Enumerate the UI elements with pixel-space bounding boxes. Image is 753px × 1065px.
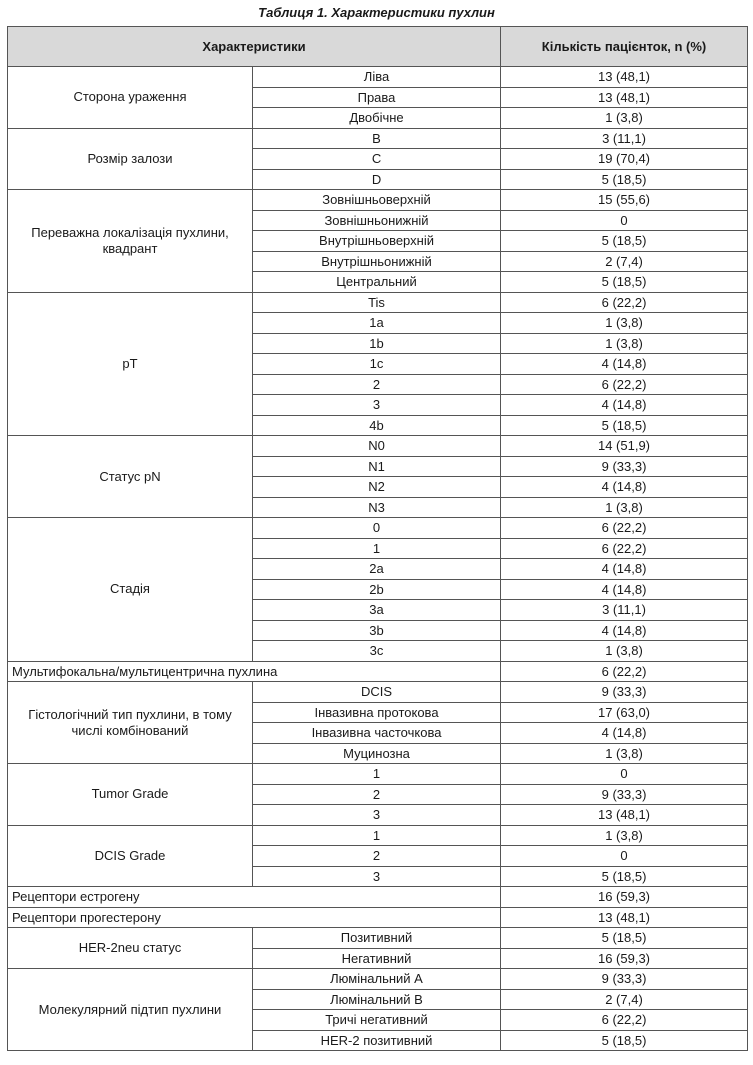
subcategory-label: N1 <box>253 456 501 477</box>
count-value: 0 <box>501 764 748 785</box>
count-value: 6 (22,2) <box>501 292 748 313</box>
subcategory-label: HER-2 позитивний <box>253 1030 501 1051</box>
count-value: 4 (14,8) <box>501 723 748 744</box>
count-value: 0 <box>501 846 748 867</box>
table-row <box>8 764 748 785</box>
count-value: 13 (48,1) <box>501 805 748 826</box>
table-row <box>8 928 748 949</box>
subcategory-label: Внутрішньонижній <box>253 251 501 272</box>
table-row <box>8 682 748 703</box>
table-row <box>8 907 748 928</box>
header-characteristic: Характеристики <box>8 27 501 67</box>
subcategory-label: Інвазивна протокова <box>253 702 501 723</box>
count-value: 2 (7,4) <box>501 251 748 272</box>
count-value: 5 (18,5) <box>501 928 748 949</box>
count-value: 16 (59,3) <box>501 887 748 908</box>
count-value: 5 (18,5) <box>501 231 748 252</box>
subcategory-label: 1c <box>253 354 501 375</box>
group-label: Гістологічний тип пухлини, в тому числі комбінований <box>8 682 253 764</box>
subcategory-label: Внутрішньоверхній <box>253 231 501 252</box>
count-value: 17 (63,0) <box>501 702 748 723</box>
table-row <box>8 825 748 846</box>
count-value: 5 (18,5) <box>501 169 748 190</box>
subcategory-label: N2 <box>253 477 501 498</box>
table-row <box>8 969 748 990</box>
subcategory-label: Центральний <box>253 272 501 293</box>
count-value: 1 (3,8) <box>501 743 748 764</box>
count-value: 6 (22,2) <box>501 661 748 682</box>
subcategory-label: 2b <box>253 579 501 600</box>
subcategory-label: N0 <box>253 436 501 457</box>
count-value: 16 (59,3) <box>501 948 748 969</box>
subcategory-label: Двобічне <box>253 108 501 129</box>
subcategory-label: 2 <box>253 374 501 395</box>
subcategory-label: 3a <box>253 600 501 621</box>
subcategory-label: 1 <box>253 538 501 559</box>
subcategory-label: B <box>253 128 501 149</box>
subcategory-label: Зовнішньоверхній <box>253 190 501 211</box>
count-value: 1 (3,8) <box>501 825 748 846</box>
subcategory-label: Люмінальний А <box>253 969 501 990</box>
count-value: 9 (33,3) <box>501 784 748 805</box>
count-value: 0 <box>501 210 748 231</box>
count-value: 5 (18,5) <box>501 866 748 887</box>
count-value: 15 (55,6) <box>501 190 748 211</box>
count-value: 14 (51,9) <box>501 436 748 457</box>
table-row <box>8 292 748 313</box>
subcategory-label: DCIS <box>253 682 501 703</box>
header-count: Кількість пацієнток, n (%) <box>501 27 748 67</box>
count-value: 4 (14,8) <box>501 395 748 416</box>
group-label: pT <box>8 292 253 436</box>
subcategory-label: 1b <box>253 333 501 354</box>
count-value: 19 (70,4) <box>501 149 748 170</box>
table-body <box>8 67 748 1051</box>
group-label: DCIS Grade <box>8 825 253 887</box>
count-value: 9 (33,3) <box>501 456 748 477</box>
subcategory-label: Тричі негативний <box>253 1010 501 1031</box>
count-value: 5 (18,5) <box>501 1030 748 1051</box>
subcategory-label: 3 <box>253 805 501 826</box>
count-value: 2 (7,4) <box>501 989 748 1010</box>
count-value: 6 (22,2) <box>501 374 748 395</box>
group-label: Стадія <box>8 518 253 662</box>
subcategory-label: 2a <box>253 559 501 580</box>
count-value: 13 (48,1) <box>501 907 748 928</box>
table-row <box>8 661 748 682</box>
group-label: Сторона ураження <box>8 67 253 129</box>
subcategory-label: Ліва <box>253 67 501 88</box>
count-value: 1 (3,8) <box>501 313 748 334</box>
table-row <box>8 128 748 149</box>
subcategory-label: 3 <box>253 866 501 887</box>
count-value: 4 (14,8) <box>501 354 748 375</box>
subcategory-label: Зовнішньонижній <box>253 210 501 231</box>
count-value: 1 (3,8) <box>501 108 748 129</box>
group-label: Молекулярний підтип пухлини <box>8 969 253 1051</box>
subcategory-label: Tis <box>253 292 501 313</box>
table-row <box>8 518 748 539</box>
count-value: 3 (11,1) <box>501 128 748 149</box>
count-value: 5 (18,5) <box>501 415 748 436</box>
table-row <box>8 190 748 211</box>
subcategory-label: C <box>253 149 501 170</box>
table-row <box>8 436 748 457</box>
subcategory-label: N3 <box>253 497 501 518</box>
count-value: 6 (22,2) <box>501 1010 748 1031</box>
count-value: 1 (3,8) <box>501 333 748 354</box>
subcategory-label: 3b <box>253 620 501 641</box>
count-value: 5 (18,5) <box>501 272 748 293</box>
count-value: 4 (14,8) <box>501 620 748 641</box>
group-label: Розмір залози <box>8 128 253 190</box>
subcategory-label: 1a <box>253 313 501 334</box>
group-label: Рецептори естрогену <box>8 887 501 908</box>
subcategory-label: 4b <box>253 415 501 436</box>
table-header-row <box>8 27 748 67</box>
subcategory-label: Інвазивна часточкова <box>253 723 501 744</box>
subcategory-label: 3 <box>253 395 501 416</box>
count-value: 4 (14,8) <box>501 579 748 600</box>
group-label: HER-2neu статус <box>8 928 253 969</box>
subcategory-label: Права <box>253 87 501 108</box>
group-label: Рецептори прогестерону <box>8 907 501 928</box>
count-value: 13 (48,1) <box>501 87 748 108</box>
subcategory-label: Люмінальний В <box>253 989 501 1010</box>
count-value: 13 (48,1) <box>501 67 748 88</box>
subcategory-label: 3c <box>253 641 501 662</box>
tumor-characteristics-table <box>7 26 748 1051</box>
group-label: Tumor Grade <box>8 764 253 826</box>
count-value: 9 (33,3) <box>501 682 748 703</box>
count-value: 4 (14,8) <box>501 559 748 580</box>
table-caption: Таблиця 1. Характеристики пухлин <box>258 5 495 20</box>
table-row <box>8 887 748 908</box>
subcategory-label: 0 <box>253 518 501 539</box>
group-label: Мультифокальна/мультицентрична пухлина <box>8 661 501 682</box>
subcategory-label: 2 <box>253 846 501 867</box>
subcategory-label: Негативний <box>253 948 501 969</box>
table-row <box>8 67 748 88</box>
subcategory-label: 2 <box>253 784 501 805</box>
subcategory-label: Муцинозна <box>253 743 501 764</box>
subcategory-label: D <box>253 169 501 190</box>
subcategory-label: 1 <box>253 764 501 785</box>
group-label: Переважна локалізація пухлини, квадрант <box>8 190 253 293</box>
count-value: 9 (33,3) <box>501 969 748 990</box>
count-value: 1 (3,8) <box>501 497 748 518</box>
count-value: 1 (3,8) <box>501 641 748 662</box>
count-value: 6 (22,2) <box>501 538 748 559</box>
count-value: 4 (14,8) <box>501 477 748 498</box>
group-label: Статус pN <box>8 436 253 518</box>
count-value: 6 (22,2) <box>501 518 748 539</box>
count-value: 3 (11,1) <box>501 600 748 621</box>
subcategory-label: 1 <box>253 825 501 846</box>
subcategory-label: Позитивний <box>253 928 501 949</box>
